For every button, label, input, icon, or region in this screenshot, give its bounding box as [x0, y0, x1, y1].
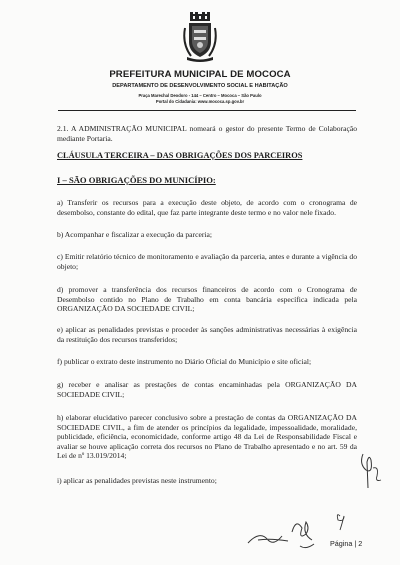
paragraph-intro: 2.1. A ADMINISTRAÇÃO MUNICIPAL nomeará o gestor do presente Termo de Colaboração mediante Portaria.	[57, 124, 357, 143]
margin-initials-icon	[357, 450, 387, 492]
clause-title: CLÁUSULA TERCEIRA – DAS OBRIGAÇÕES DOS PARCEIROS	[57, 151, 303, 160]
list-item-b: b) Acompanhar e fiscalizar a execução da parceria;	[57, 230, 212, 239]
municipal-coat-of-arms-icon	[181, 12, 219, 62]
section-title: I – SÃO OBRIGAÇÕES DO MUNICÍPIO:	[57, 175, 216, 185]
list-item-g: g) receber e analisar as prestações de contas encaminhadas pela ORGANIZAÇÃO DA SOCIEDADE CIVIL;	[57, 380, 357, 399]
list-item-e: e) aplicar as penalidades previstas e proceder às sanções administrativas necessárias à exigência da restituição dos recursos transferidos;	[57, 325, 357, 344]
list-item-i: i) aplicar as penalidades previstas neste instrumento;	[57, 476, 217, 485]
list-item-h: h) elaborar elucidativo parecer conclusivo sobre a prestação de contas da ORGANIZAÇÃO DA SOCIEDADE CIVIL, a fim de atender os princípios da legalidade, impessoalidade, moralidade, publicidade, eficiência, economicidade, conforme artigo 48 da Lei de Responsabilidade Fiscal e avaliar se houve aplicação correta dos recursos no Plano de Trabalho apresentado e no art. 59 da Lei de nº 13.019/2014;	[57, 413, 357, 461]
list-item-a: a) Transferir os recursos para a execução deste objeto, de acordo com o cronograma de desembolso, constante do edital, que faz parte integrante deste termo e no valor nele fixado.	[57, 198, 357, 217]
list-item-d: d) promover a transferência dos recursos financeiros de acordo com o Cronograma de Desembolso contido no Plano de Trabalho em conta bancária específica indicada pela ORGANIZAÇÃO DA SOCIEDADE CIVIL;	[57, 285, 357, 314]
header-portal: Portal do Cidadania: www.mococa.sp.gov.br	[155, 99, 245, 104]
header-department: DEPARTAMENTO DE DESENVOLVIMENTO SOCIAL E HABITAÇÃO	[112, 83, 288, 89]
header-title: PREFEITURA MUNICIPAL DE MOCOCA	[109, 69, 291, 80]
header-divider	[58, 110, 356, 111]
list-item-c: c) Emitir relatório técnico de monitoramento e avaliação da parceria, antes e durante a vigência do objeto;	[57, 252, 357, 271]
signatures-icon	[240, 510, 370, 555]
header-address: Praça Marechal Deodoro - 144 – Centro – Mococa – São Paulo	[138, 93, 262, 98]
list-item-f: f) publicar o extrato deste instrumento no Diário Oficial do Município e site oficial;	[57, 357, 312, 366]
page-number: Página | 2	[330, 539, 363, 548]
